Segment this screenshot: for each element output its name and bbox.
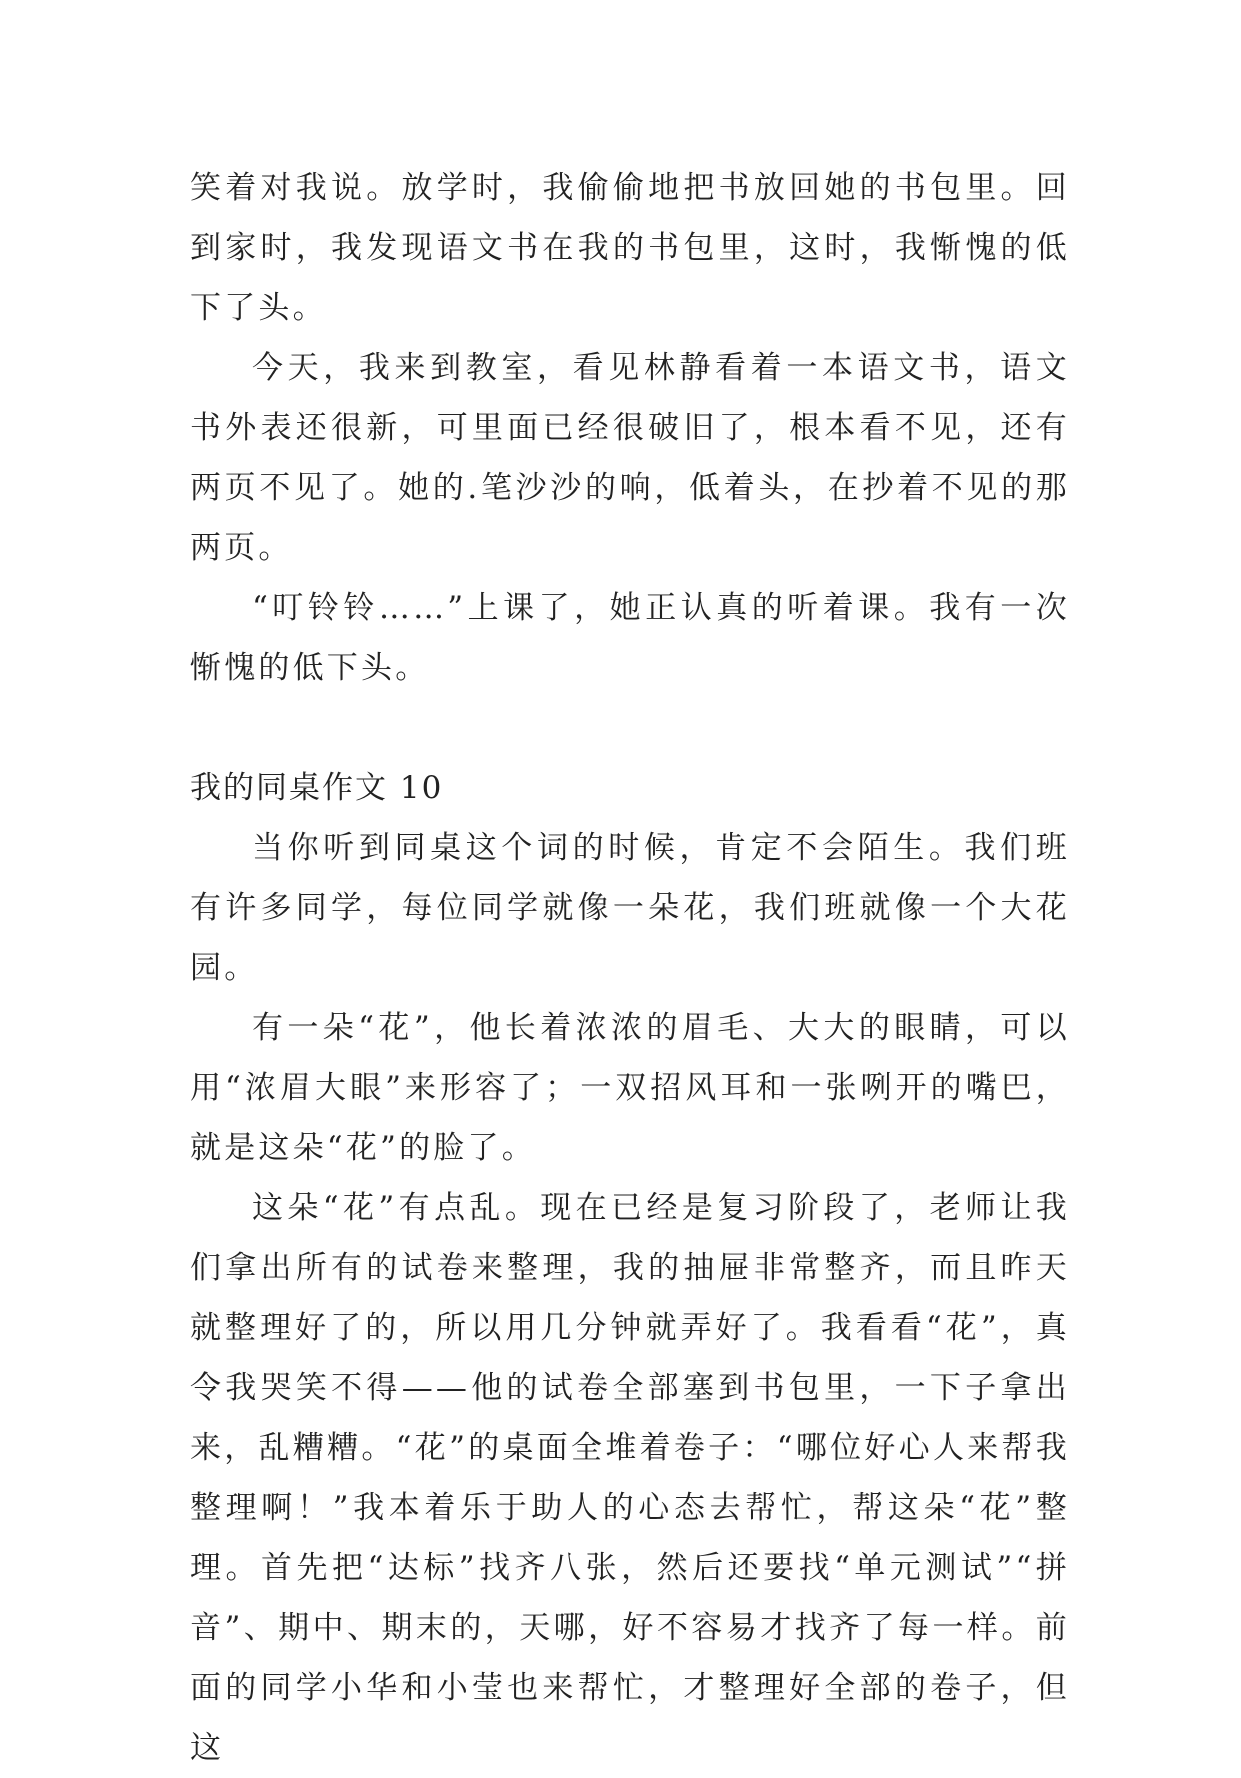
paragraph: 当你听到同桌这个词的时候，肯定不会陌生。我们班有许多同学，每位同学就像一朵花，我们班就像一个大花园。 [190, 830, 1070, 986]
paragraph: 有一朵“花”，他长着浓浓的眉毛、大大的眼睛，可以用“浓眉大眼”来形容了；一双招风耳和一张咧开的嘴巴，就是这朵“花”的脸了。 [190, 1010, 1070, 1166]
paragraph: 这朵“花”有点乱。现在已经是复习阶段了，老师让我们拿出所有的试卷来整理，我的抽屉非常整齐，而且昨天就整理好了的，所以用几分钟就弄好了。我看看“花”，真令我哭笑不得——他的试卷全部塞到书包里，一下子拿出来，乱糟糟。“花”的桌面全堆着卷子：“哪位好心人来帮我整理啊！”我本着乐于助人的心态去帮忙，帮这朵“花”整理。首先把“达标”找齐八张，然后还要找“单元测试”“拼音”、期中、期末的，天哪，好不容易才找齐了每一样。前面的同学小华和小莹也来帮忙，才整理好全部的卷子，但这 [190, 1190, 1070, 1766]
paragraph: 今天，我来到教室，看见林静看着一本语文书，语文书外表还很新，可里面已经很破旧了，根本看不见，还有两页不见了。她的.笔沙沙的响，低着头，在抄着不见的那两页。 [190, 350, 1070, 566]
paragraph: “叮铃铃……”上课了，她正认真的听着课。我有一次惭愧的低下头。 [190, 590, 1070, 686]
blank-line [190, 698, 1070, 758]
document-body [190, 158, 1070, 1778]
section-heading: 我的同桌作文 10 [190, 770, 444, 806]
paragraph-continued: 笑着对我说。放学时，我偷偷地把书放回她的书包里。回到家时，我发现语文书在我的书包里，这时，我惭愧的低下了头。 [190, 170, 1070, 326]
